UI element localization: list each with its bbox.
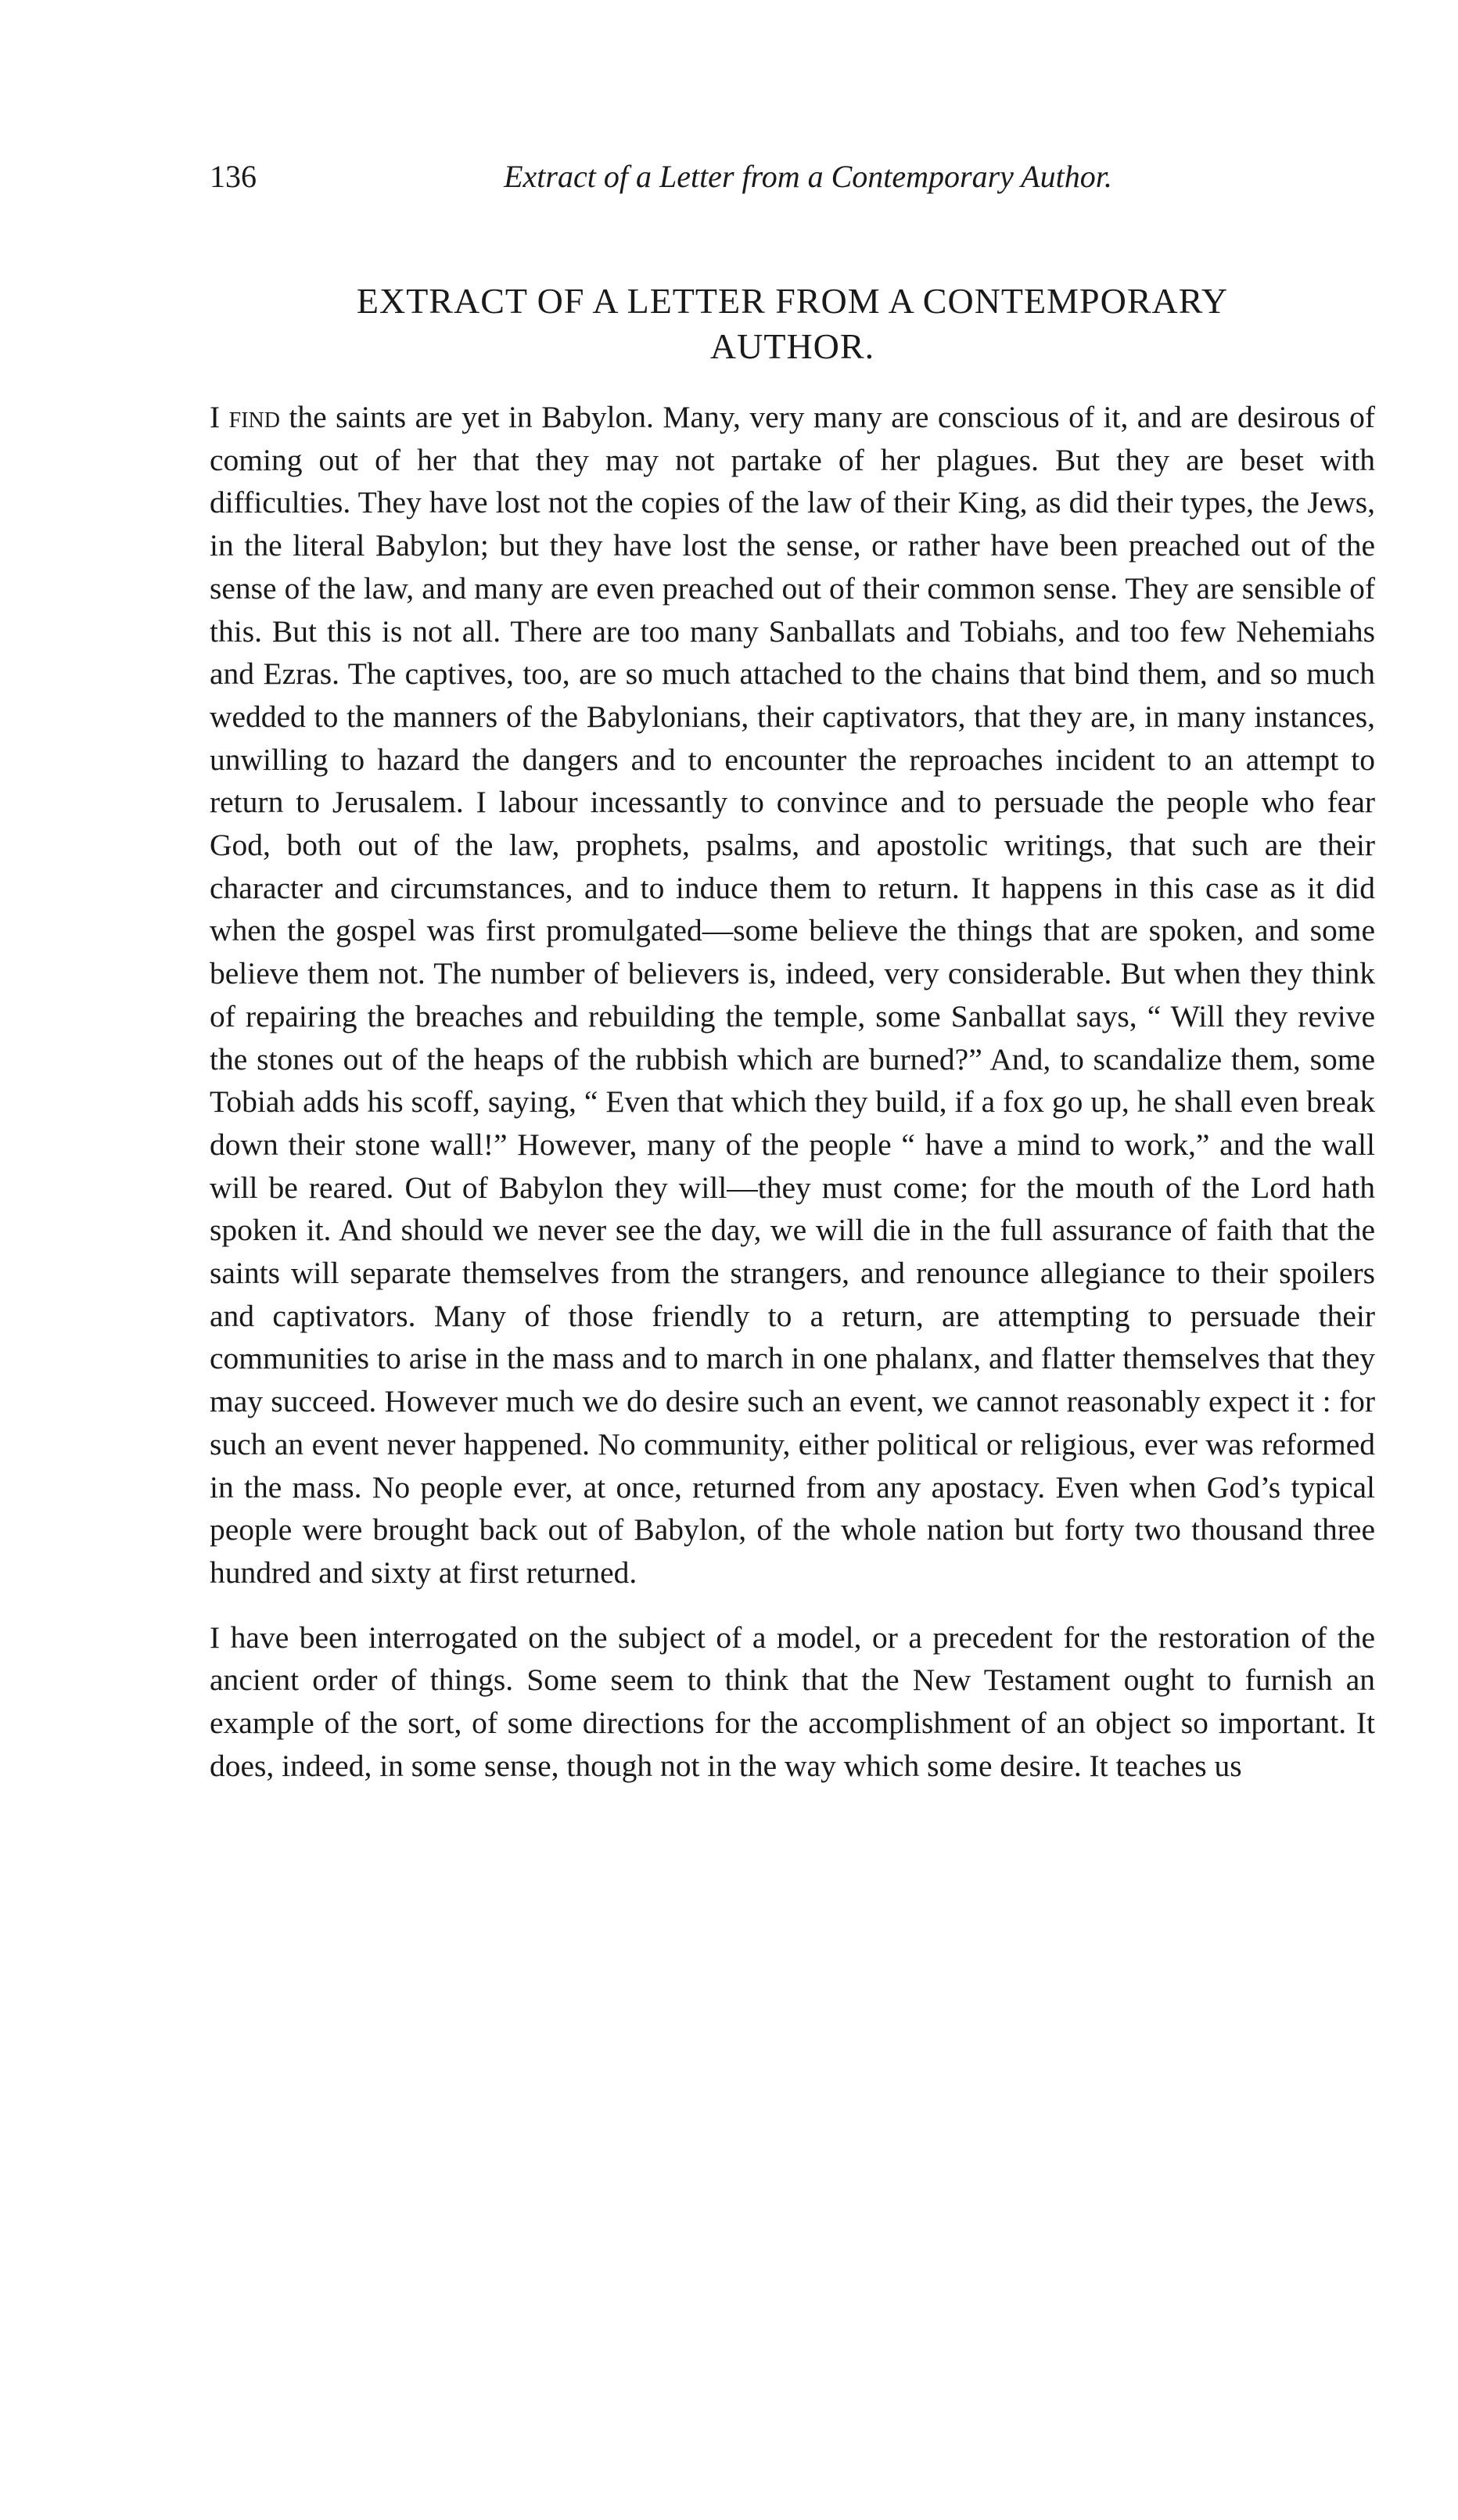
paragraph-2 (210, 1616, 1375, 1788)
paragraph-1-lead: I find (210, 400, 280, 434)
paragraph-1 (210, 396, 1375, 1594)
running-head (210, 153, 1375, 200)
article-title-line-1: EXTRACT OF A LETTER FROM A CONTEMPORARY (356, 281, 1229, 321)
article-body (210, 396, 1375, 1788)
article-title-line-2: AUTHOR. (709, 326, 875, 366)
paragraph-2-text: I have been interrogated on the subject of a model, or a precedent for the restoration of the ancient order of things. Some seem to think that the New Testament ought to furnish an example of the sort, of some directions for the accomplishment of an object so important. It does, indeed, in some sense, though not in the way which some desire. It teaches us (210, 1619, 1375, 1783)
paragraph-1-text: the saints are yet in Babylon. Many, very many are conscious of it, and are desirous of coming out of her that they may not partake of her plagues. But they are beset with difficulties. They have lost not the copies of the law of their King, as did their types, the Jews, in the literal Babylon; but they have lost the sense, or rather have been preached out of the sense of the law, and many are even preached out of their common sense. They are sensible of this. But this is not all. There are too many Sanballats and Tobiahs, and too few Nehemiahs and Ezras. The captives, too, are so much attached to the chains that bind them, and so much wedded to the manners of the Babylonians, their captivators, that they are, in many instances, unwilling to hazard the dangers and to encounter the reproaches incident to an attempt to return to Jerusalem. I labour incessantly to convince and to persuade the people who fear God, both out of the law, prophets, psalms, and apostolic writings, that such are their character and circumstances, and to induce them to return. It happens in this case as it did when the gospel was first promulgated—some believe the things that are spoken, and some believe them not. The number of believers is, indeed, very considerable. But when they think of repairing the breaches and rebuilding the temple, some Sanballat says, “ Will they revive the stones out of the heaps of the rubbish which are burned?” And, to scandalize them, some Tobiah adds his scoff, saying, “ Even that which they build, if a fox go up, he shall even break down their stone wall!” However, many of the people “ have a mind to work,” and the wall will be reared. Out of Babylon they will—they must come; for the mouth of the Lord hath spoken it. And should we never see the day, we will die in the full assurance of faith that the saints will separate themselves from the strangers, and renounce allegiance to their spoilers and captivators. Many of those friendly to a return, are attempting to persuade their communities to arise in the mass and to march in one phalanx, and flatter themselves that they may succeed. However much we do desire such an event, we cannot reasonably expect it : for such an event never happened. No community, either political or religious, ever was reformed in the mass. No people ever, at once, returned from any apostacy. Even when God’s typical people were brought back out of Babylon, of the whole nation but forty two thousand three hundred and sixty at first returned. (210, 400, 1375, 1590)
article-title (210, 279, 1375, 369)
page-number: 136 (210, 159, 257, 194)
running-title: Extract of a Letter from a Contemporary Author. (504, 159, 1112, 194)
